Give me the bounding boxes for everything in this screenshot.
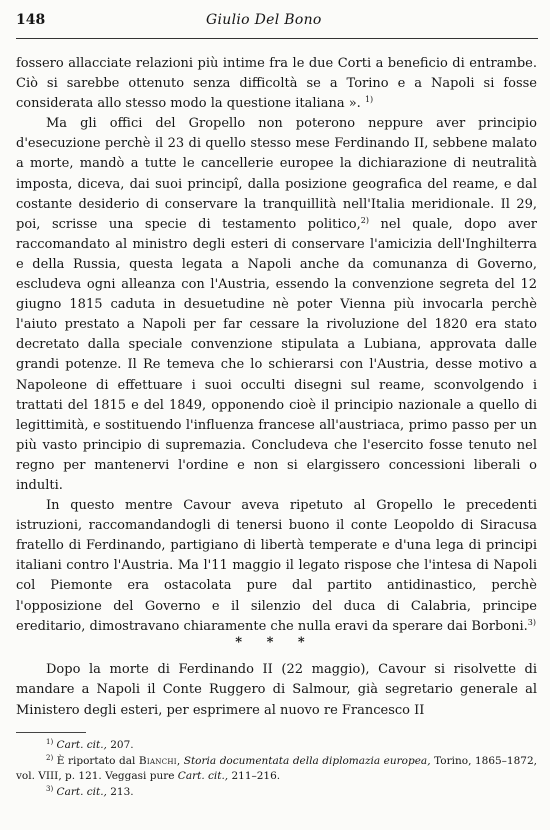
- paragraph-2: Ma gli offici del Gropello non poterono neppure aver principio d'esecuzione perchè il 23 di quello stesso mese Ferdinando II, sebbene malato a morte, mandò a tutte le cancellerie europee la dichiarazione di neutralità imposta, diceva, dai suoi principî, dalla posizione geografica del reame, e dal costante desiderio di conservare la tranquillità nell'Italia meridionale. Il 29, poi, scrisse una specie di testamento politico,$^{2)}$ nel quale, dopo aver raccomandato al ministro degli esteri di conservare l'amicizia dell'Inghilterra e della Russia, questa legata a Napoli anche da comunanza di Governo, escludeva ogni alleanza con l'Austria, essendo la convenzione segreta del 12 giugno 1815 caduta in desuetudine nè poter Vienna più invocarla perchè l'aiuto prestato a Napoli per far cessare la rivoluzione del 1820 era stato decretato dalla speciale convenzione stipulata a Lubiana, approvata dalle grandi potenze. Il Re temeva che lo schierarsi con l'Austria, desse motivo a Napoleone di effettuare i suoi occulti disegni sul reame, sconvolgendo i trattati del 1815 e del 1849, opponendo cioè il principio nazionale a quello di legittimità, e sostituendo l'influenza francese all'austriaca, primo passo per un più vasto principio di supremazia. Concludeva che l'esercito fosse tenuto nel regno per mantenervi l'ordine e non si elargissero concessioni liberali o indulti.: [16, 116, 537, 493]
- footnote-1: $^{1)}$ Cart. cit., 207.: [46, 738, 134, 751]
- page-number: 148: [16, 12, 46, 28]
- header-rule: [16, 38, 538, 39]
- footnote-ref-3: 3): [527, 617, 537, 627]
- footnote-3: $^{3)}$ Cart. cit., 213.: [46, 784, 134, 798]
- footnote-rule: [16, 732, 86, 733]
- footnote-2: $^{2)}$ È riportato dal Bianchi, Storia documentata della diplomazia europea, Torino, 1865–1872, vol. VIII, p. 121. Veggasi pure Cart. cit., 211–216.: [16, 753, 537, 782]
- running-title: Giulio Del Bono: [206, 12, 322, 28]
- paragraph-3: In questo mentre Cavour aveva ripetuto al Gropello le precedenti istruzioni, raccomandandogli di tenersi buono il conte Leopoldo di Siracusa fratello di Ferdinando, partigiano di libertà temperate e d'una lega di principi italiani contro l'Austria. Ma l'11 maggio il legato rispose che l'intesa di Napoli col Piemonte era ostacolata pure dal partito antidinastico, perchè l'opposizione del Governo e il silenzio del duca di Calabria, principe ereditario, dimostravano chiaramente che nulla eravi da sperare dai Borboni.$^{3)}$: [16, 498, 537, 634]
- main-text: [16, 54, 537, 637]
- main-text-continued: [16, 660, 537, 721]
- paragraph-1: fossero allacciate relazioni più intime fra le due Corti a beneficio di entrambe. Ciò si sarebbe ottenuto senza difficoltà se a Torino e a Napoli si fosse considerata allo stesso modo la questione italiana ». $^{1)}$: [16, 56, 537, 112]
- footnotes: [16, 738, 537, 800]
- footnote-ref-2: 2): [360, 215, 369, 225]
- page-header: [16, 12, 538, 38]
- section-separator: * * *: [235, 635, 315, 650]
- footnote-ref-1: 1): [364, 95, 374, 105]
- paragraph-4: Dopo la morte di Ferdinando II (22 maggio), Cavour si risolvette di mandare a Napoli il Conte Ruggero di Salmour, già segretario generale al Ministero degli esteri, per esprimere al nuovo re Francesco II: [16, 662, 537, 718]
